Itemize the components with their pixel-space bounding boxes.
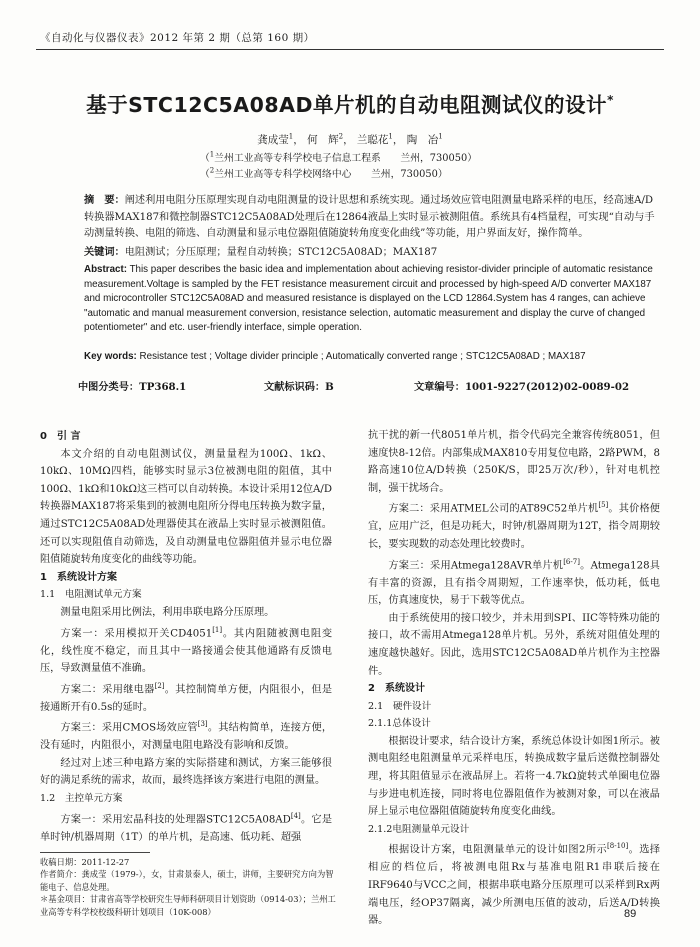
body-paragraph: 由于系统使用的接口较少，并未用到SPI、IIC等特殊功能的接口，故不需用Atmega128单片机。另外，系统对阻值处理的速度越快越好。因此，选用STC12C5A08AD单片机作为主控器件。	[368, 612, 660, 677]
footnote-rule	[40, 852, 150, 853]
body-paragraph: 方案三：采用CMOS场效应管[3]。其结构简单，连接方便，没有延时，内阻很小，对测量电阻电路没有影响和反馈。	[40, 720, 333, 752]
author: 陶 冶$^1$	[406, 132, 443, 146]
body-paragraph: 本文介绍的自动电阻测试仪，测量量程为100Ω、1kΩ、10kΩ、10MΩ四档，能够实时显示3位被测电阻的阻值，其中100Ω、1kΩ和10kΩ这三档可以自动转换。本设计采用12位A/D转换器MAX187将采集到的被测电阻所分得电压转换为数字量，通过STC12C5A08AD处理器使其在液晶上实时显示被测阻值。还可以实现阻值自动筛选，及自动测量电位器阻值并显示电位器阻值随旋转角度变化的曲线等功能。	[40, 448, 332, 566]
citation-ref: [2]	[154, 681, 165, 690]
subsection-heading: 2.1 硬件设计	[368, 700, 432, 712]
section-heading: 2 系统设计	[368, 683, 425, 695]
keywords-label: 关键词：	[84, 246, 125, 258]
citation-ref: [3]	[197, 720, 208, 729]
abstract-label: 摘 要：	[84, 194, 125, 206]
paper-title: 基于STC12C5A08AD单片机的自动电阻测试仪的设计*	[86, 93, 614, 117]
citation-ref: [1]	[212, 625, 223, 634]
article-number: 文章编号：1001-9227(2012)02-0089-02	[414, 381, 630, 393]
left-column	[40, 428, 332, 846]
citation-ref: [8-10]	[607, 842, 629, 851]
body-paragraph: 根据设计方案，电阻测量单元的设计如图2所示[8-10]。选择相应的档位后，将被测电阻Rx与基准电阻R1串联后接在IRF9640与VCC之间，根据串联电路分压原理可以采样到Rx两端电压，经OP37隔离，减少所测电压值的波动，后送A/D转换器。	[368, 842, 660, 927]
footnotes	[40, 856, 340, 918]
header-rule	[36, 49, 664, 50]
abstract-cn: 摘 要：阐述利用电阻分压原理实现自动电阻测量的设计思想和系统实现。通过场效应管电阻测量电路采样的电压，经高速A/D转换器MAX187和微控制器STC12C5A08AD处理后在12864液晶上实时显示被测阻值。系统具有4档量程，可实现“自动与手动测量转换、电阻的筛选、自动测量和显示电位器阻值随旋转角度变化曲线”等功能，用户界面友好，操作简单。	[84, 194, 655, 240]
received-date: 收稿日期：2011-12-27	[40, 857, 130, 867]
funding-note: ＊基金项目：甘肃省高等学校研究生导师科研项目计划资助（0914-03）；兰州工业高等专科学校校级科研计划项目（10K-008）	[40, 894, 336, 917]
citation-ref: [5]	[598, 501, 609, 510]
keywords-en: Key words: Resistance test ; Voltage divider principle ; Automatically converted range ; STC12C5A08AD ; MAX187	[84, 351, 586, 362]
body-paragraph: 方案二：采用ATMEL公司的AT89C52单片机[5]。其价格便宜，应用广泛，但是功耗大，时钟/机器周期为12T，指令周期较长，要实现数的动态处理比较费时。	[368, 501, 660, 550]
body-paragraph: 测量电阻采用比例法，利用串联电路分压原理。	[60, 606, 275, 618]
author: 龚成莹$^1$	[257, 132, 294, 146]
affiliation: （$^2$兰州工业高等专科学校网络中心 兰州，730050）	[200, 166, 448, 180]
subsection-heading: 2.1.1总体设计	[368, 718, 431, 730]
section-heading: 0 引 言	[40, 431, 81, 442]
body-paragraph: 方案一：采用宏晶科技的处理器STC12C5A08AD[4]。它是单时钟/机器周期（1T）的单片机，是高速、低功耗、超强	[40, 811, 333, 843]
body-paragraph: 经过对上述三种电路方案的实际搭建和测试，方案三能够很好的满足系统的需求，故而，最终选择该方案进行电阻的测量。	[40, 757, 332, 787]
citation-ref: [6-7]	[563, 557, 580, 566]
journal-header: 《自动化与仪器仪表》2012 年第 2 期（总第 160 期）	[40, 32, 315, 44]
author: 何 辉$^2$	[307, 132, 344, 146]
document-code: 文献标识码：B	[264, 381, 334, 393]
subsection-heading: 1.2 主控单元方案	[40, 793, 123, 805]
citation-ref: [4]	[290, 811, 301, 820]
body-paragraph: 方案二：采用继电器[2]。其控制简单方便，内阻很小，但是接通断开有0.5s的延时。	[40, 681, 333, 713]
clc-number: 中图分类号：TP368.1	[78, 381, 187, 393]
keywords-en-label: Key words:	[84, 351, 137, 362]
abstract-en-label: Abstract:	[84, 264, 128, 275]
body-paragraph: 根据设计要求，结合设计方案，系统总体设计如图1所示。被测电阻经电阻测量单元采样电压，转换成数字量后送微控制器处理，将其阻值显示在液晶屏上。若将一4.7kΩ旋转式单圈电位器与步进电机连接，同时将电位器阻值作为被测对象，可以在液晶屏上显示电位器阻值随旋转角度变化曲线。	[368, 735, 660, 818]
page-number: 89	[624, 908, 637, 920]
subsection-heading: 1.1 电阻测试单元方案	[40, 589, 142, 601]
title-footnote-mark: *	[607, 93, 614, 108]
section-heading: 1 系统设计方案	[40, 571, 117, 583]
body-paragraph: 方案三：采用Atmega128AVR单片机[6-7]。Atmega128具有丰富的资源，且有指令周期短，工作速率快，低功耗，低电压，仿真速度快，易于下载等优点。	[368, 557, 660, 607]
author-list: 龚成莹$^1$， 何 辉$^2$， 兰聪花$^1$， 陶 冶$^1$	[257, 132, 443, 146]
keywords-cn: 关键词：电阻测试；分压原理；量程自动转换；STC12C5A08AD；MAX187	[84, 246, 438, 258]
author-bio: 作者简介：龚成莹（1979-），女，甘肃景泰人，硕士，讲师，主要研究方向为智能电子、信息处理。	[40, 869, 334, 892]
subsection-heading: 2.1.2电阻测量单元设计	[368, 823, 470, 835]
body-paragraph: 方案一：采用模拟开关CD4051[1]。其内阻随被测电阻变化，线性度不稳定，而且其中一路接通会使其他通路有反馈电压，导致测量值不准确。	[40, 625, 333, 675]
affiliation: （$^1$兰州工业高等专科学校电子信息工程系 兰州，730050）	[200, 150, 477, 164]
right-column	[368, 427, 660, 930]
author: 兰聪花$^1$	[356, 132, 393, 146]
body-paragraph: 抗干扰的新一代8051单片机，指令代码完全兼容传统8051，但速度快8-12倍。内部集成MAX810专用复位电路，2路PWM，8路高速10位A/D转换（250K/S，即25万次/秒），针对电机控制，强干扰场合。	[368, 430, 660, 494]
abstract-en: Abstract: This paper describes the basic idea and implementation about achieving resistor-divider principle of automatic resistance measurement.Voltage is sampled by the FET resistance measurement circuit and processed by high-speed A/D converter MAX187 and microcontroller STC12C5A08AD and measured resistance is displayed on the LCD 12864.System has 4 ranges, can achieve "automatic and manual measurement conversion, resistance selection, automatic measurement and display the curve of changed potentiometer" and etc. user-friendly interface, simple operation.	[84, 264, 653, 334]
